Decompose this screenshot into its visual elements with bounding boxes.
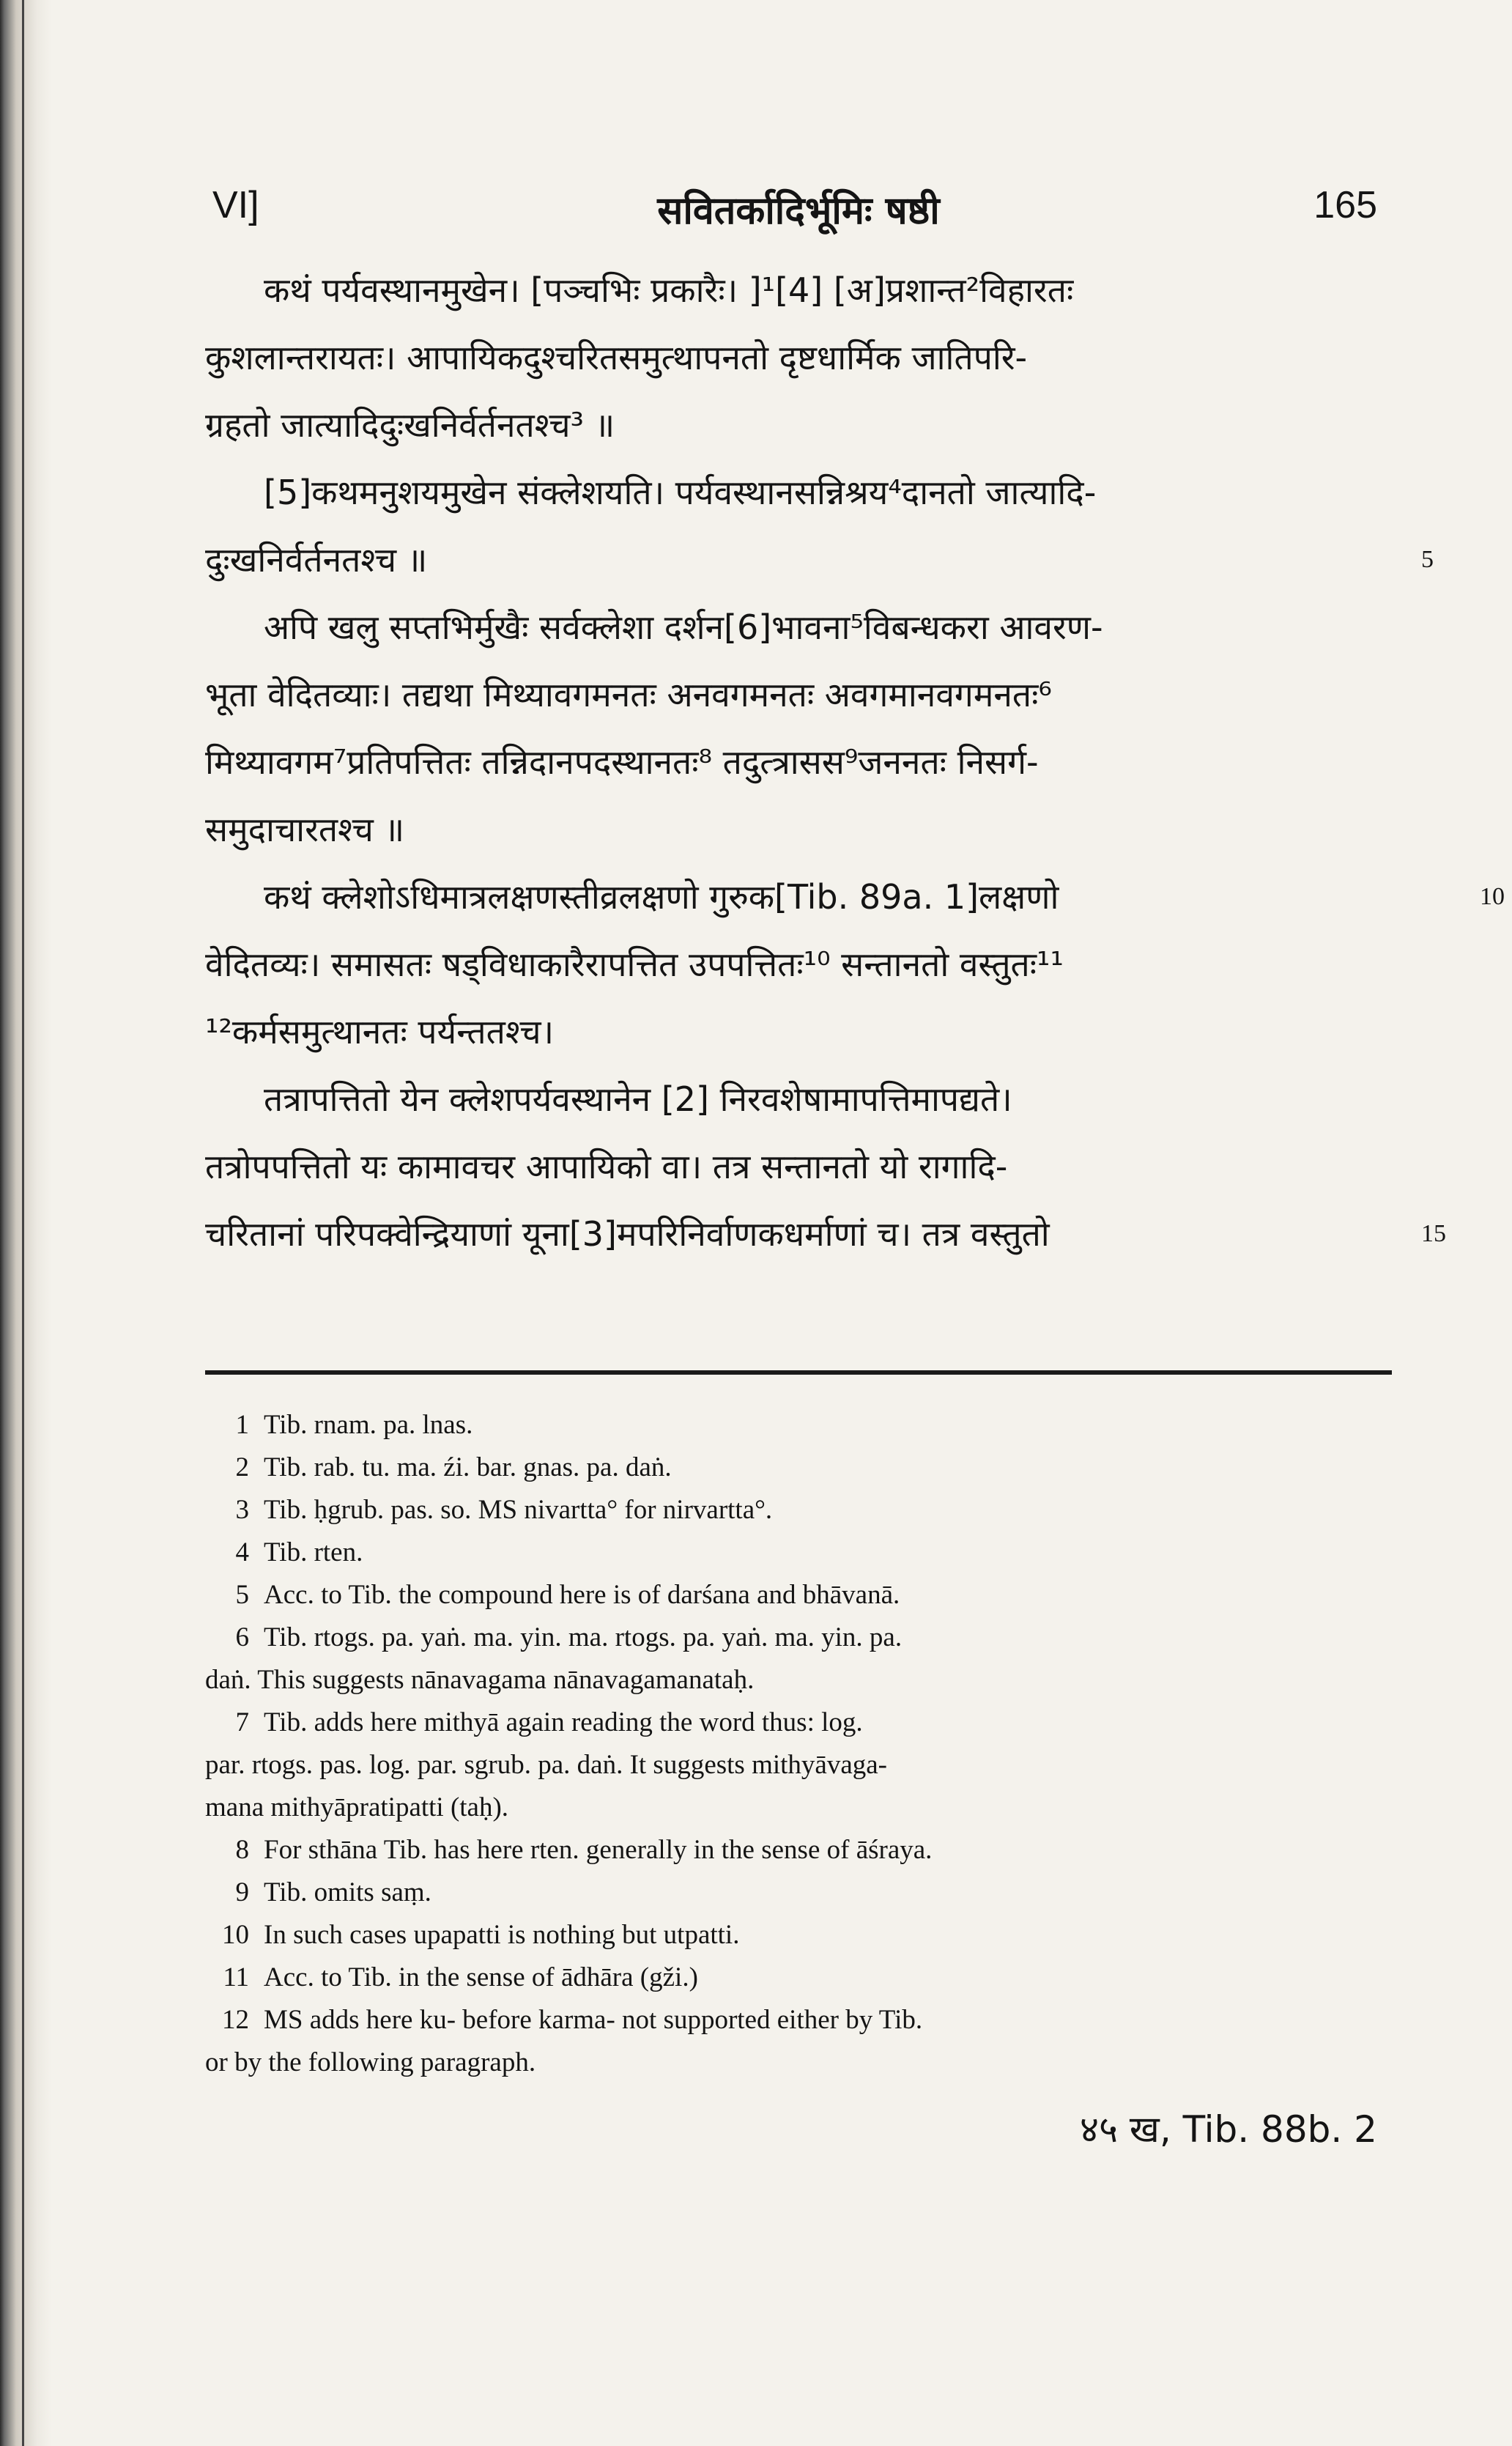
scan-binding-shadow — [0, 0, 51, 2446]
page-number: 165 — [1313, 184, 1377, 226]
text-line — [205, 391, 1392, 459]
footnote-text: Acc. to Tib. the compound here is of darśana and bhāvanā. — [264, 1580, 900, 1610]
footnote — [205, 1574, 1392, 1616]
footnote — [205, 1787, 1392, 1829]
text-line — [205, 998, 1392, 1065]
footnote-rule — [205, 1370, 1392, 1375]
footnote-text: par. rtogs. pas. log. par. sgrub. pa. daṅ. It suggests mithyāvaga- — [205, 1750, 887, 1780]
text-line — [205, 728, 1392, 796]
text-line — [205, 1065, 1392, 1133]
footnote — [205, 1744, 1392, 1787]
text-line — [205, 931, 1392, 998]
running-header — [205, 176, 1392, 256]
footnote — [205, 1531, 1392, 1574]
footnote-number: 11 — [223, 1962, 249, 1992]
text-line — [205, 256, 1392, 324]
footnote-text: In such cases upapatti is nothing but utpatti. — [264, 1920, 740, 1950]
page-signature: ४५ ख, Tib. 88b. 2 — [1080, 2108, 1377, 2151]
footnote — [205, 1914, 1392, 1957]
footnote — [205, 1957, 1392, 1999]
footnote-number: 1 — [235, 1410, 249, 1440]
chapter-marker: VI] — [212, 184, 259, 226]
footnote-number: 9 — [235, 1877, 249, 1907]
text-line — [205, 459, 1392, 526]
footnote — [205, 2042, 1392, 2084]
text-line-content: भूता वेदितव्याः। तद्यथा मिथ्यावगमनतः अनवगमनतः अवगमानवगमनतः⁶ — [205, 675, 1052, 714]
text-line — [205, 324, 1392, 391]
margin-line-number: 5 — [1421, 546, 1434, 573]
text-line-content: चरितानां परिपक्वेन्द्रियाणां यूना[3]मपरिनिर्वाणकधर्माणां च। तत्र वस्तुतो — [205, 1214, 1050, 1254]
footnote-number: 2 — [235, 1452, 249, 1482]
text-line — [205, 526, 1434, 594]
footnote-text: mana mithyāpratipatti (taḥ). — [205, 1792, 509, 1822]
footnote-number: 10 — [222, 1920, 249, 1950]
text-line-content: दुःखनिर्वर्तनतश्च ॥ — [205, 540, 428, 580]
text-line — [205, 796, 1392, 863]
footnote-number: 8 — [235, 1835, 249, 1865]
footnote — [205, 1616, 1392, 1659]
text-line-content: अपि खलु सप्तभिर्मुखैः सर्वक्लेशा दर्शन[6]भावना⁵विबन्धकरा आवरण- — [264, 607, 1103, 647]
running-title: सवितर्कादिर्भूमिः षष्ठी — [657, 188, 940, 233]
footnote-text: Tib. rnam. pa. lnas. — [264, 1410, 473, 1440]
footnote-text: or by the following paragraph. — [205, 2047, 536, 2077]
text-line-content: मिथ्यावगम⁷प्रतिपत्तितः तन्निदानपदस्थानतः⁸ तदुत्त्रासस⁹जननतः निसर्ग- — [205, 742, 1039, 782]
text-line-content: वेदितव्यः। समासतः षड्विधाकारैरापत्तित उपपत्तितः¹⁰ सन्तानतो वस्तुतः¹¹ — [205, 945, 1064, 984]
footnote-text: For sthāna Tib. has here rten. generally in the sense of āśraya. — [264, 1835, 933, 1865]
text-line-content: तत्रापत्तितो येन क्लेशपर्यवस्थानेन [2] निरवशेषामापत्तिमापद्यते। — [264, 1079, 1012, 1119]
footnote-number: 4 — [235, 1537, 249, 1567]
margin-line-number: 15 — [1421, 1220, 1446, 1247]
footnote-number: 12 — [222, 2005, 249, 2035]
footnote-text: MS adds here ku- before karma- not supported either by Tib. — [264, 2005, 923, 2035]
footnote-text: daṅ. This suggests nānavagama nānavagamanataḥ. — [205, 1665, 755, 1695]
text-line — [205, 863, 1505, 931]
footnote-text: Tib. rten. — [264, 1537, 363, 1567]
text-line — [205, 661, 1392, 728]
main-text — [205, 256, 1505, 1268]
footnote — [205, 1999, 1392, 2042]
footnote-text: Tib. rab. tu. ma. źi. bar. gnas. pa. daṅ. — [264, 1452, 672, 1482]
text-line-content: कथं पर्यवस्थानमुखेन। [पञ्चभिः प्रकारैः। ]¹[4] [अ]प्रशान्त²विहारतः — [264, 270, 1074, 310]
footnote-text: Tib. omits saṃ. — [264, 1877, 431, 1907]
footnote-number: 7 — [235, 1707, 249, 1737]
text-line-content: ¹²कर्मसमुत्थानतः पर्यन्ततश्च। — [205, 1012, 555, 1052]
page — [205, 176, 1505, 2153]
footnote-text: Tib. adds here mithyā again reading the word thus: log. — [264, 1707, 863, 1737]
footnote — [205, 1404, 1392, 1446]
text-line-content: [5]कथमनुशयमुखेन संक्लेशयति। पर्यवस्थानसन्निश्रय⁴दानतो जात्यादि- — [264, 473, 1097, 512]
footnote — [205, 1446, 1392, 1489]
margin-line-number: 10 — [1480, 883, 1505, 910]
footnote-text: Acc. to Tib. in the sense of ādhāra (gži.) — [264, 1962, 698, 1992]
text-line — [205, 594, 1392, 661]
footnote — [205, 1872, 1392, 1914]
text-line-content: तत्रोपपत्तितो यः कामावचर आपायिको वा। तत्र सन्तानतो यो रागादि- — [205, 1147, 1008, 1186]
text-line-content: समुदाचारतश्च ॥ — [205, 810, 405, 849]
footnote-number: 5 — [235, 1580, 249, 1610]
footnote — [205, 1489, 1392, 1531]
scan-binding-line — [22, 0, 24, 2446]
text-line — [205, 1200, 1446, 1268]
text-line-content: कुशलान्तरायतः। आपायिकदुश्चरितसमुत्थापनतो दृष्टधार्मिक जातिपरि- — [205, 338, 1028, 377]
footnote-text: Tib. ḥgrub. pas. so. MS nivartta° for nirvartta°. — [264, 1495, 773, 1525]
footnote-text: Tib. rtogs. pa. yaṅ. ma. yin. ma. rtogs. pa. yaṅ. ma. yin. pa. — [264, 1622, 903, 1652]
footnote-number: 6 — [235, 1622, 249, 1652]
footnote — [205, 1702, 1392, 1744]
text-line-content: कथं क्लेशोऽधिमात्रलक्षणस्तीव्रलक्षणो गुरुक[Tib. 89a. 1]लक्षणो — [264, 877, 1059, 917]
footnote — [205, 1659, 1392, 1702]
footnote-number: 3 — [235, 1495, 249, 1525]
text-line-content: ग्रहतो जात्यादिदुःखनिर्वर्तनतश्च³ ॥ — [205, 405, 615, 445]
footnote — [205, 1829, 1392, 1872]
footnotes — [205, 1404, 1392, 2084]
text-line — [205, 1133, 1392, 1200]
